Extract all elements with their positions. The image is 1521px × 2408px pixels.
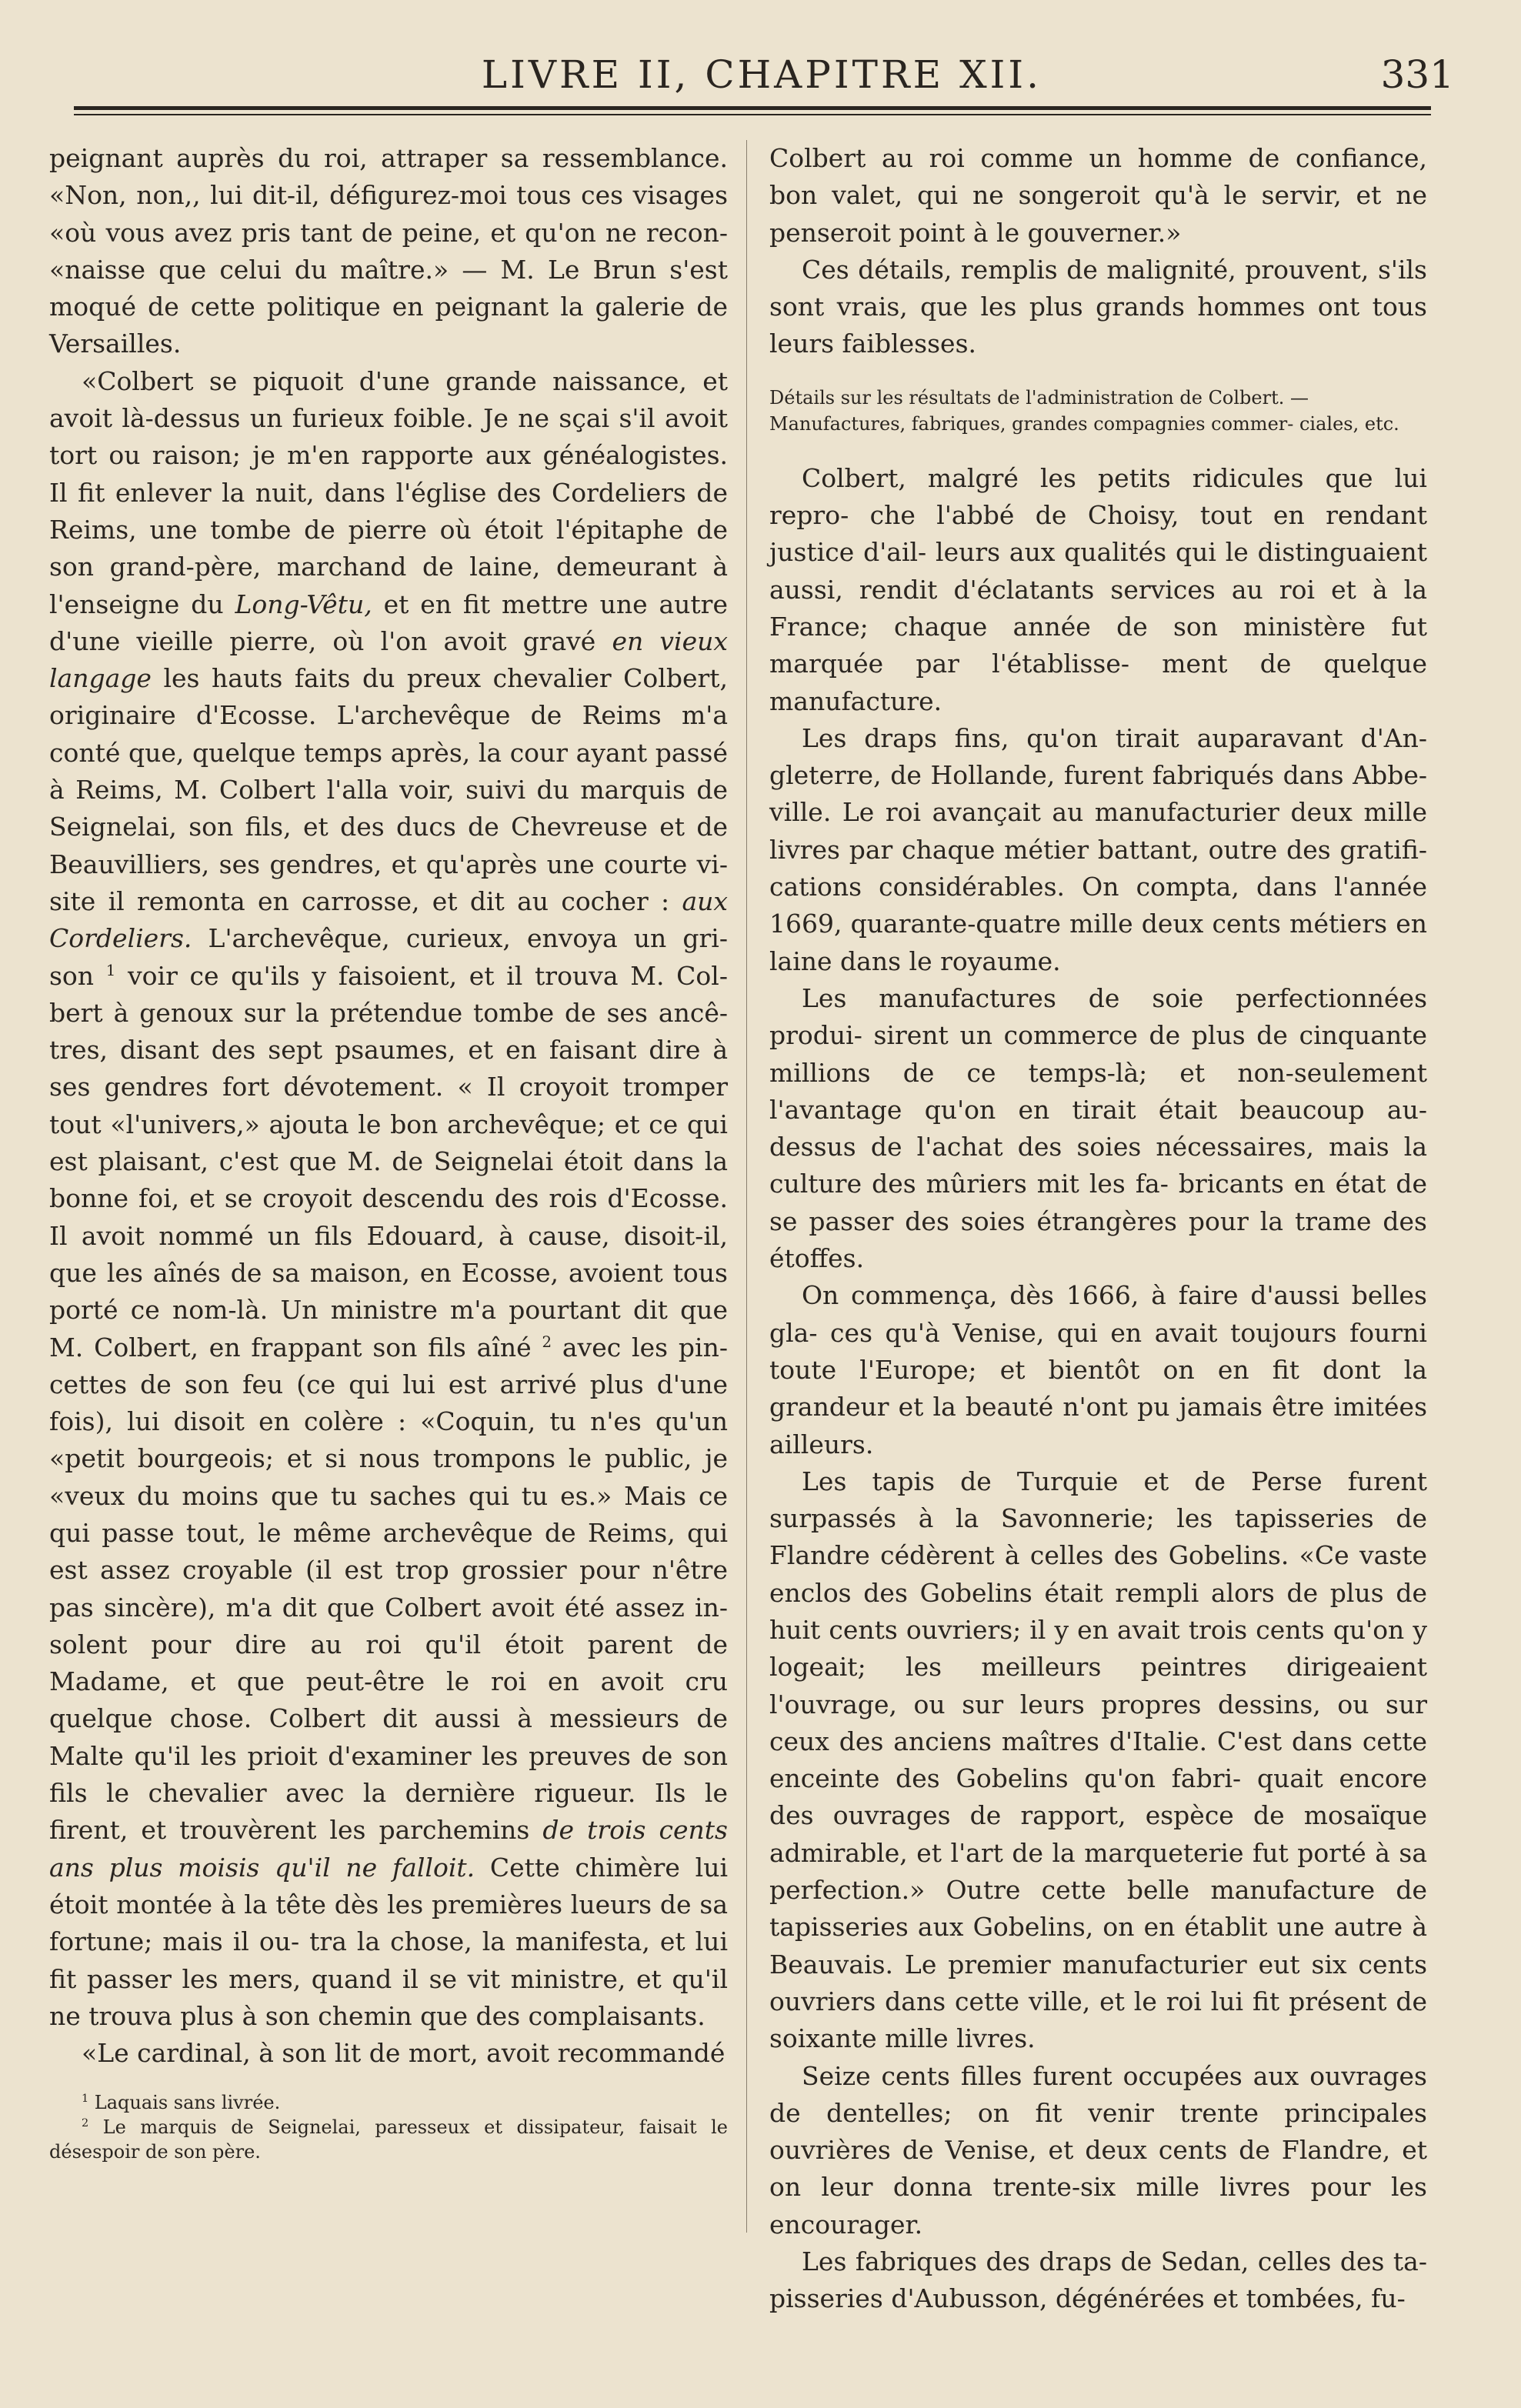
italic-text: en vieux langage [49, 625, 728, 694]
italic-text: aux Cordeliers. [49, 885, 728, 954]
footnote-ref: 1 [105, 961, 116, 979]
paragraph: Les draps fins, qu'on tirait auparavant d'An- gleterre, de Hollande, furent fabriqués dans Abbe- ville. Le roi avançait au manufacturier deux mille livres par chaque métier battant, outre des gratifi- cations considérables. On compta, dans l'année 1669, quarante-quatre mille deux cents métiers en laine dans le royaume. [769, 722, 1427, 976]
footnote-ref: 2 [542, 1332, 552, 1351]
right-column [769, 140, 1427, 2318]
header-rule [74, 106, 1431, 110]
paragraph: Colbert au roi comme un homme de confiance, bon valet, qui ne songeroit qu'à le servir, et ne penseroit point à le gouverner.» [769, 143, 1427, 248]
left-column [49, 140, 728, 2164]
italic-text: Long-Vêtu, [235, 589, 372, 619]
page-number: 331 [1380, 52, 1454, 97]
paragraph: Seize cents filles furent occupées aux ouvrages de dentelles; on fit venir trente principales ouvrières de Venise, et deux cents de Flandre, et on leur donna trente-six mille livres pour les encourager. [769, 2060, 1427, 2240]
running-title: LIVRE II, CHAPITRE XII. [481, 52, 1042, 97]
running-header [69, 52, 1454, 106]
paragraph: Les manufactures de soie perfectionnées produi- sirent un commerce de plus de cinquante millions de ce temps-là; et non-seulement l'avantage qu'on en tirait était beaucoup au-dessus de l'achat des soies nécessaires, mais la culture des mûriers mit les fa- bricants en état de se passer des soies étrangères pour la trame des étoffes. [769, 982, 1427, 1274]
header-rule-thin [74, 114, 1431, 115]
footnotes [49, 2090, 728, 2164]
paragraph: «Le cardinal, à son lit de mort, avoit recommandé [82, 2038, 725, 2069]
italic-text: de trois cents ans plus moisis qu'il ne falloit. [49, 1815, 728, 1883]
footnote-2: $^2$ Le marquis de Seignelai, paresseux et dissipateur, faisait le désespoir de son père. [49, 2116, 728, 2163]
footnote-1: $^1$ Laquais sans livrée. [82, 2092, 281, 2114]
paragraph: Colbert, malgré les petits ridicules que lui repro- che l'abbé de Choisy, tout en rendant justice d'ail- leurs aux qualités qui le distinguaient aussi, rendit d'éclatants services au roi et à la France; chaque année de son ministère fut marquée par l'établisse- ment de quelque manufacture. [769, 462, 1427, 716]
paragraph: Ces détails, remplis de malignité, prouvent, s'ils sont vrais, que les plus grands hommes ont tous leurs faiblesses. [769, 254, 1427, 359]
paragraph: Les tapis de Turquie et de Perse furent surpassés à la Savonnerie; les tapisseries de Flandre cédèrent à celles des Gobelins. «Ce vaste enclos des Gobelins était rempli alors de plus de huit cents ouvriers; il y en avait trois cents qu'on y logeait; les meilleurs peintres dirigeaient l'ouvrage, ou sur leurs propres dessins, ou sur ceux des anciens maîtres d'Italie. C'est dans cette enceinte des Gobelins qu'on fabri- quait encore des ouvrages de rapport, espèce de mosaïque admirable, et l'art de la marqueterie fut porté à sa perfection.» Outre cette belle manufacture de tapisseries aux Gobelins, on en établit une autre à Beauvais. Le premier manufacturier eut six cents ouvriers dans cette ville, et le roi lui fit présent de soixante mille livres. [769, 1466, 1427, 2054]
paragraph: Les fabriques des draps de Sedan, celles des ta- pisseries d'Aubusson, dégénérées et tombées, fu- [769, 2246, 1427, 2314]
section-summary: Détails sur les résultats de l'administration de Colbert. — Manufactures, fabriques, grandes compagnies commer- ciales, etc. [769, 386, 1399, 435]
paragraph: peignant auprès du roi, attraper sa ressemblance. «Non, non,, lui dit-il, défigurez-moi tous ces visages «où vous avez pris tant de peine, et qu'on ne recon- «naisse que celui du maître.» — M. Le Brun s'est moqué de cette politique en peignant la galerie de Versailles. [49, 143, 728, 359]
column-divider [746, 140, 747, 2233]
paragraph: «Colbert se piquoit d'une grande naissance, et avoit là-dessus un furieux foible. Je ne sçai s'il avoit tort ou raison; je m'en rapporte aux généalogistes. Il fit enlever la nuit, dans l'église des Cordeliers de Reims, une tombe de pierre où étoit l'épitaphe de son grand-père, marchand de laine, demeurant à l'enseigne du Long-Vêtu, et en fit mettre une autre d'une vieille pierre, où l'on avoit gravé en vieux langage les hauts faits du preux chevalier Colbert, originaire d'Ecosse. L'archevêque de Reims m'a conté que, quelque temps après, la cour ayant passé à Reims, M. Colbert l'alla voir, suivi du marquis de Seignelai, son fils, et des ducs de Chevreuse et de Beauvilliers, ses gendres, et qu'après une courte vi- site il remonta en carrosse, et dit au cocher : aux Cordeliers. L'archevêque, curieux, envoya un gri- son $^1$ voir ce qu'ils y faisoient, et il trouva M. Col- bert à genoux sur la prétendue tombe de ses ancê- tres, disant des sept psaumes, et en faisant dire à ses gendres fort dévotement. « Il croyoit tromper tout «l'univers,» ajouta le bon archevêque; et ce qui est plaisant, c'est que M. de Seignelai étoit dans la bonne foi, et se croyoit descendu des rois d'Ecosse. Il avoit nommé un fils Edouard, à cause, disoit-il, que les aînés de sa maison, en Ecosse, avoient tous porté ce nom-là. Un ministre m'a pourtant dit que M. Colbert, en frappant son fils aîné $^2$ avec les pin- cettes de son feu (ce qui lui est arrivé plus d'une fois), lui disoit en colère : «Coquin, tu n'es qu'un «petit bourgeois; et si nous trompons le public, je «veux du moins que tu saches qui tu es.» Mais ce qui passe tout, le même archevêque de Reims, qui est assez croyable (il est trop grossier pour n'être pas sincère), m'a dit que Colbert avoit été assez in- solent pour dire au roi qu'il étoit parent de Madame, et que peut-être le roi en avoit cru quelque chose. Colbert dit aussi à messieurs de Malte qu'il les prioit d'examiner les preuves de son fils le chevalier avec la dernière rigueur. Ils le firent, et trouvèrent les parchemins de trois cents ans plus moisis qu'il ne falloit. Cette chimère lui étoit montée à la tête dès les premières lueurs de sa fortune; mais il ou- tra la chose, la manifesta, et lui fit passer les mers, quand il se vit ministre, et qu'il ne trouva plus à son chemin que des complaisants. [49, 365, 729, 2031]
paragraph: On commença, dès 1666, à faire d'aussi belles gla- ces qu'à Venise, qui en avait toujours fourni toute l'Europe; et bientôt on en fit dont la grandeur et la beauté n'ont pu jamais être imitées ailleurs. [769, 1280, 1427, 1459]
